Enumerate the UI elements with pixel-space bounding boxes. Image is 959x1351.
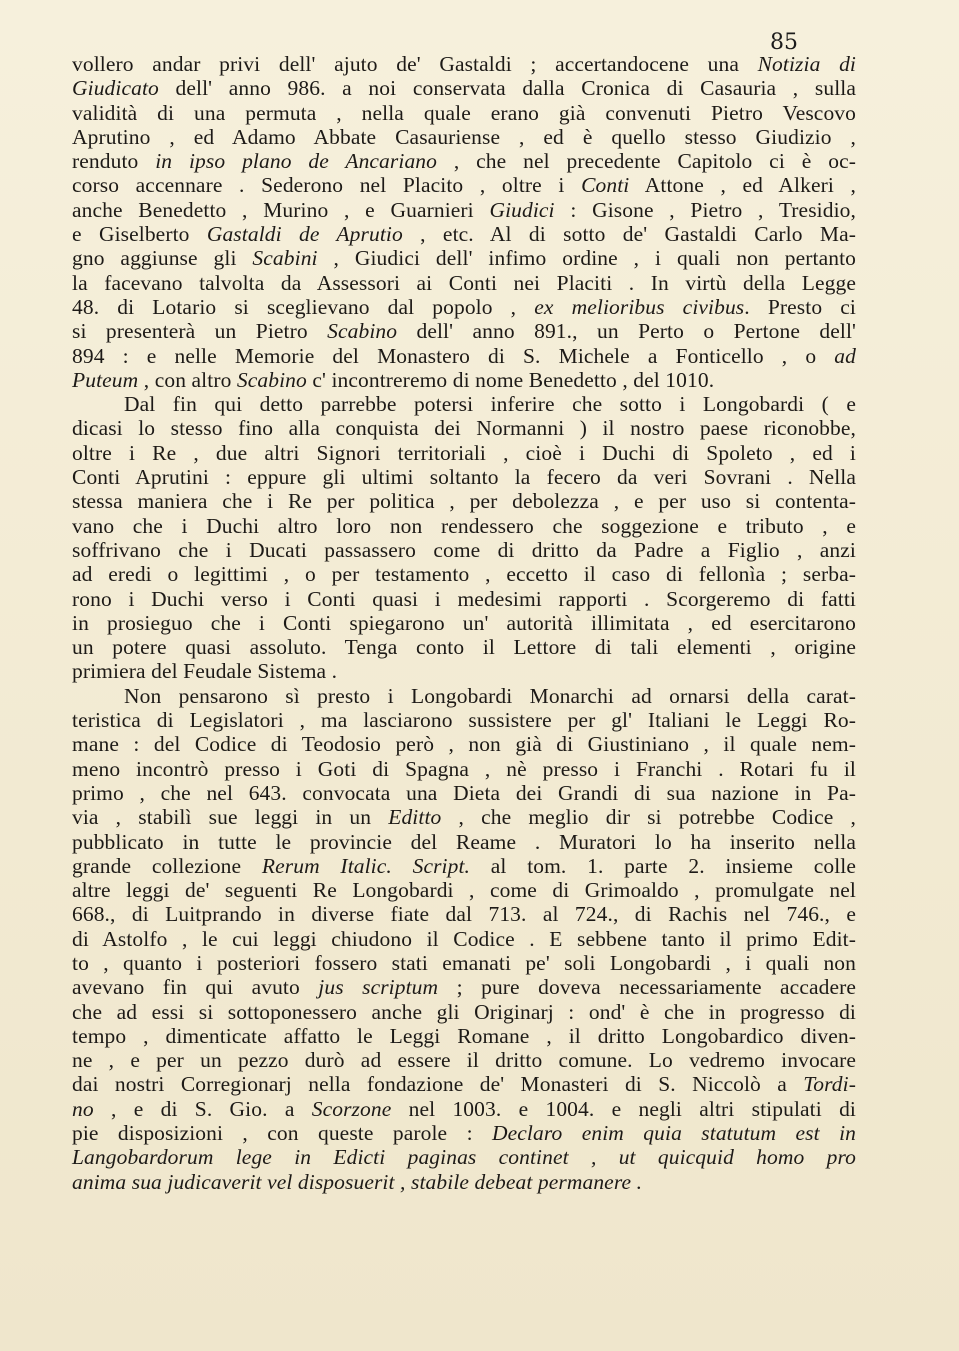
text-segment: pie disposizioni , con queste parole :: [72, 1121, 493, 1146]
italic-text-segment: Scabino: [236, 367, 307, 392]
text-line: [72, 1097, 856, 1121]
text-line: [72, 927, 856, 951]
text-line: [72, 951, 856, 975]
text-line: [72, 76, 856, 100]
text-segment: di Astolfo , le cui leggi chiudono il Codice . E sebbene tanto il primo Edit-: [72, 926, 856, 951]
text-segment: . Presto ci: [744, 294, 856, 319]
text-line: [72, 611, 856, 635]
text-segment: nel 1003. e 1004. e negli altri stipulati di: [391, 1096, 856, 1121]
text-segment: in prosieguo che i Conti spiegarono un' autorità illimitata , ed esercitarono: [72, 610, 856, 635]
text-line: [72, 416, 856, 440]
text-line: [72, 1121, 856, 1145]
italic-text-segment: Giudici: [489, 197, 555, 222]
italic-text-segment: in ipso plano de Ancariano: [155, 149, 437, 174]
text-segment: la facevano talvolta da Assessori ai Conti nei Placiti . In virtù della Legge: [72, 270, 856, 295]
italic-text-segment: Gastaldi de Aprutio: [206, 222, 403, 247]
text-segment: teristica di Legislatori , ma lasciarono sussistere per gl' Italiani le Leggi Ro-: [72, 708, 856, 733]
text-line: [72, 222, 856, 246]
italic-text-segment: ad: [834, 343, 856, 368]
text-segment: to , quanto i posteriori fossero stati emanati pe' soli Longobardi , i quali non: [72, 950, 856, 975]
text-line: [72, 441, 856, 465]
text-line: [72, 514, 856, 538]
text-segment: primo , che nel 643. convocata una Dieta dei Grandi di sua nazione in Pa-: [72, 780, 856, 805]
text-line: [72, 125, 856, 149]
text-line: [72, 52, 856, 76]
italic-text-segment: ex melioribus civibus: [534, 294, 745, 319]
text-line: [72, 319, 856, 343]
text-segment: , che meglio dir si potrebbe Codice ,: [441, 805, 856, 830]
text-segment: , che nel precedente Capitolo ci è oc-: [437, 149, 856, 174]
text-segment: soffrivano che i Ducati passassero come di dritto da Padre a Figlio , anzi: [72, 537, 856, 562]
text-segment: via , stabilì sue leggi in un: [72, 805, 389, 830]
text-segment: dell' anno 986. a noi conservata dalla Cronica di Casauria , sulla: [158, 76, 856, 101]
italic-text-segment: Conti: [581, 173, 630, 198]
text-segment: e Giselberto: [72, 222, 207, 247]
text-segment: dell' anno 891., un Perto o Pertone dell': [397, 319, 856, 344]
text-segment: c' incontreremo di nome Benedetto , del 1010.: [306, 367, 715, 392]
text-line: [72, 975, 856, 999]
text-segment: ne , e per un pezzo durò ad essere il dritto comune. Lo vedremo invocare: [72, 1048, 856, 1073]
text-segment: 48. di Lotario si sceglievano dal popolo ,: [72, 294, 535, 319]
text-line: [72, 344, 856, 368]
text-line: [72, 878, 856, 902]
text-segment: , e di S. Gio. a: [93, 1096, 312, 1121]
text-line: [72, 368, 856, 392]
text-segment: rono i Duchi verso i Conti quasi i medesimi rapporti . Scorgeremo di fatti: [72, 586, 856, 611]
text-segment: vollero andar privi dell' ajuto de' Gastaldi ; accertandocene una: [72, 52, 758, 76]
text-segment: oltre i Re , due altri Signori territoriali , cioè i Duchi di Spoleto , ed i: [72, 440, 856, 465]
text-segment: ad eredi o legittimi , o per testamento , eccetto il caso di fellonìa ; serba-: [72, 562, 856, 587]
text-segment: meno incontrò presso i Goti di Spagna , nè presso i Franchi . Rotari fu il: [72, 756, 856, 781]
text-segment: Non pensarono sì presto i Longobardi Monarchi ad ornarsi della carat-: [124, 683, 856, 708]
italic-text-segment: Giudicato: [72, 76, 159, 101]
italic-text-segment: Declaro enim quia statutum est in: [492, 1121, 857, 1146]
text-line: [72, 659, 856, 683]
text-line: [72, 246, 856, 270]
text-line: [72, 173, 856, 197]
text-segment: corso accennare . Sederono nel Placito , oltre i: [72, 173, 582, 198]
text-segment: gno aggiunse gli: [72, 246, 253, 271]
body-text: [72, 52, 856, 1194]
text-line: [72, 781, 856, 805]
text-segment: vano che i Duchi altro loro non rendessero che soggezione e tributo , e: [72, 513, 856, 538]
text-line: [72, 684, 856, 708]
text-segment: : Gisone , Pietro , Tresidio,: [554, 197, 856, 222]
text-line: [72, 587, 856, 611]
text-segment: ; pure doveva necessariamente accadere: [438, 975, 856, 1000]
text-segment: si presenterà un Pietro: [72, 319, 328, 344]
text-segment: avevano fin qui avuto: [72, 975, 319, 1000]
text-segment: 668., di Luitprando in diverse fiate dal 713. al 724., di Rachis nel 746., e: [72, 902, 856, 927]
text-segment: che ad essi si sottoponessero anche gli Originarj : ond' è che in progresso di: [72, 999, 856, 1024]
italic-text-segment: Rerum Italic. Script.: [261, 853, 471, 878]
italic-text-segment: Langobardorum lege in Edicti paginas continet , ut quicquid homo pro: [72, 1145, 856, 1170]
text-line: [72, 1072, 856, 1096]
text-line: [72, 854, 856, 878]
text-line: [72, 708, 856, 732]
text-segment: validità di una permuta , nella quale erano già convenuti Pietro Vescovo: [72, 100, 856, 125]
italic-text-segment: Scabini: [252, 246, 318, 271]
italic-text-segment: Scabino: [327, 319, 398, 344]
text-line: [72, 149, 856, 173]
italic-text-segment: anima sua judicaverit vel disposuerit , stabile debeat permanere .: [72, 1169, 643, 1194]
text-line: [72, 465, 856, 489]
text-segment: Aprutino , ed Adamo Abbate Casauriense , ed è quello stesso Giudizio ,: [72, 124, 856, 149]
italic-text-segment: Puteum: [72, 367, 139, 392]
text-segment: dicasi lo stesso fino alla conquista dei Normanni ) il nostro paese riconobbe,: [72, 416, 856, 441]
text-segment: al tom. 1. parte 2. insieme colle: [470, 853, 856, 878]
text-segment: un potere quasi assoluto. Tenga conto il Lettore di tali elementi , origine: [72, 635, 856, 660]
text-line: [72, 489, 856, 513]
text-segment: anche Benedetto , Murino , e Guarnieri: [72, 197, 490, 222]
italic-text-segment: Tordi-: [803, 1072, 856, 1097]
text-segment: altre leggi de' seguenti Re Longobardi , come di Grimoaldo , promulgate nel: [72, 878, 856, 903]
text-line: [72, 1170, 856, 1194]
page-number: 85: [770, 30, 798, 55]
text-line: [72, 392, 856, 416]
text-line: [72, 732, 856, 756]
text-segment: dai nostri Corregionarj nella fondazione de' Monasteri di S. Niccolò a: [72, 1072, 804, 1097]
text-line: [72, 538, 856, 562]
text-line: [72, 1000, 856, 1024]
text-segment: renduto: [72, 149, 156, 174]
text-line: [72, 1048, 856, 1072]
text-line: [72, 757, 856, 781]
italic-text-segment: no: [72, 1096, 94, 1121]
text-segment: primiera del Feudale Sistema .: [72, 659, 338, 684]
text-segment: Conti Aprutini : eppure gli ultimi soltanto la fecero da veri Sovrani . Nella: [72, 465, 856, 490]
text-segment: stessa maniera che i Re per politica , per debolezza , e per uso si contenta-: [72, 489, 856, 514]
text-segment: Dal fin qui detto parrebbe potersi inferire che sotto i Longobardi ( e: [124, 392, 856, 417]
italic-text-segment: Notizia di: [757, 52, 856, 76]
italic-text-segment: Scorzone: [311, 1096, 392, 1121]
text-segment: , Giudici dell' infimo ordine , i quali non pertanto: [317, 246, 856, 271]
text-line: [72, 271, 856, 295]
text-segment: 894 : e nelle Memorie del Monastero di S. Michele a Fonticello , o: [72, 343, 835, 368]
text-line: [72, 198, 856, 222]
text-segment: tempo , dimenticate affatto le Leggi Romane , il dritto Longobardico diven-: [72, 1023, 856, 1048]
italic-text-segment: Editto: [388, 805, 442, 830]
text-line: [72, 1145, 856, 1169]
italic-text-segment: jus scriptum: [318, 975, 439, 1000]
text-line: [72, 101, 856, 125]
text-line: [72, 805, 856, 829]
text-line: [72, 1024, 856, 1048]
text-segment: Attone , ed Alkeri ,: [629, 173, 856, 198]
text-line: [72, 562, 856, 586]
text-segment: grande collezione: [72, 853, 262, 878]
text-segment: pubblicato in tutte le provincie del Reame . Muratori lo ha inserito nella: [72, 829, 856, 854]
text-line: [72, 902, 856, 926]
text-line: [72, 295, 856, 319]
text-line: [72, 830, 856, 854]
text-line: [72, 635, 856, 659]
text-segment: , etc. Al di sotto de' Gastaldi Carlo Ma-: [402, 222, 856, 247]
text-segment: , con altro: [138, 367, 237, 392]
text-segment: mane : del Codice di Teodosio però , non già di Giustiniano , il quale nem-: [72, 732, 856, 757]
